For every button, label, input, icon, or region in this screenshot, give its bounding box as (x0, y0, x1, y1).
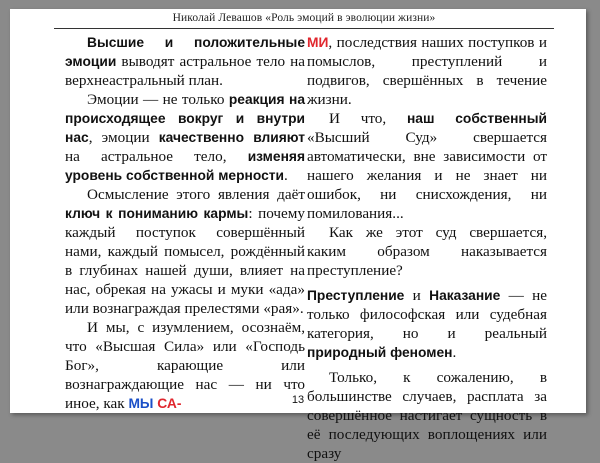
text-run: и (404, 287, 430, 304)
running-header: Николай Левашов «Роль эмоций в эволюции жизни» (172, 12, 436, 24)
bold-phrase: ключ к пониманию кармы (65, 206, 249, 221)
paragraph (307, 286, 547, 362)
bold-phrase: изменяя уровень собственной мерности (65, 149, 305, 183)
text-run: «Высший Суд» свершается автоматически, вне зависимости от нашего желания и не знает ни ошибок, ни снисхождения, ни помилования... (307, 129, 547, 222)
bold-phrase: реакция на происходящее вокруг и внутри нас (65, 92, 305, 145)
paragraph (65, 33, 305, 90)
bold-phrase: качественно влияют (158, 130, 305, 145)
text-run: , эмоции (88, 129, 159, 146)
text-run: выводят астральное тело на верхнеастральный план. (65, 53, 305, 89)
text-run: И что, (329, 110, 407, 127)
paragraph (65, 90, 305, 185)
text-run: . (452, 344, 457, 361)
text-run: на астральное тело, (65, 148, 248, 165)
bold-phrase: наш собственный (406, 111, 547, 126)
text-run: Осмысление этого явления даёт (87, 186, 305, 203)
text-run: . (284, 167, 288, 184)
header-rule (54, 28, 554, 29)
text-run: Эмоции — не только (87, 91, 229, 108)
book-page (10, 9, 586, 462)
bold-phrase: Преступление (307, 288, 405, 303)
text-run: : почему каждый поступок совершённый нами, каждый помысел, рождённый в глубинах нашей души, влияет на нас, обрекая на ужасы и муки «ада» или вознаграждая прелестями «рая». (65, 205, 305, 317)
paragraph (307, 33, 547, 109)
text-run: — не только философская или судебная категория, но и реальный (307, 287, 547, 342)
bold-phrase: природный феномен (307, 345, 453, 360)
paragraph (307, 109, 547, 223)
paragraph: Как же этот суд свершается, каким образом наказывается преступление? (307, 224, 547, 279)
bold-phrase: Наказание (429, 288, 501, 303)
red-highlight: СА- (157, 396, 182, 411)
paragraph (65, 185, 305, 318)
text-run: И мы, с изумлением, осознаём, что «Высшая Сила» или «Господь Бог», карающие или вознаграждающие нас — ни что иное, как (65, 319, 305, 412)
page-number: 13 (291, 394, 305, 406)
left-column (65, 33, 305, 413)
red-highlight: МИ (307, 35, 329, 50)
bold-phrase: Высшие и положительные эмоции (65, 35, 305, 69)
text-run: , последствия наших поступков и помыслов, преступлений и подвигов, свершённых в течение жизни. (307, 34, 547, 108)
paragraph: Только, к сожалению, в большинстве случаев, расплата за совершённое настигает сущность в её последующих воплощениях или сразу (307, 369, 547, 462)
blue-highlight: МЫ (128, 396, 154, 411)
